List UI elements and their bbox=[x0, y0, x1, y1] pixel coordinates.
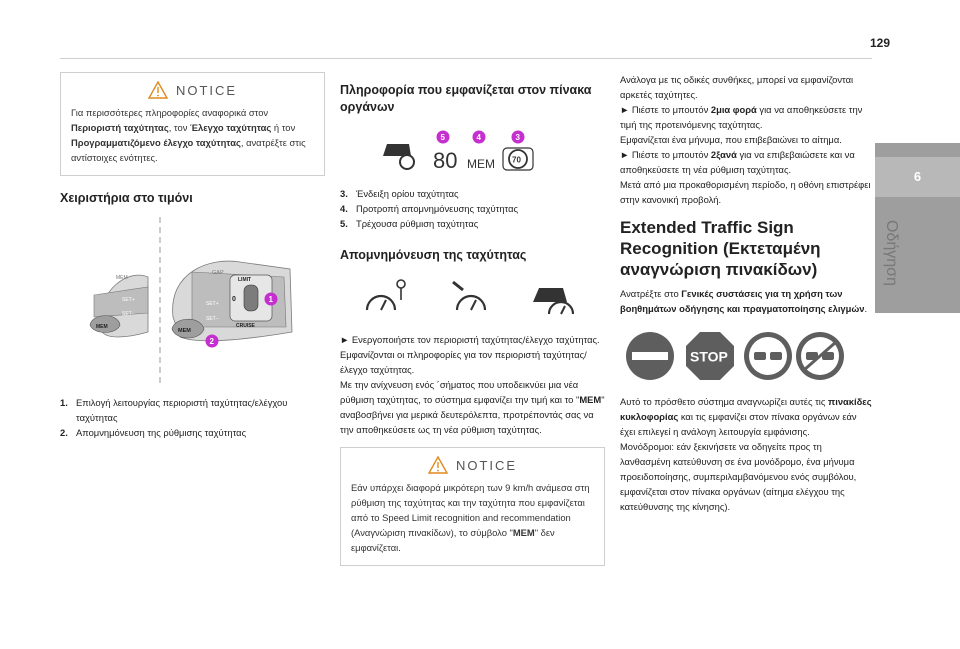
cruise-control-icon bbox=[453, 282, 485, 310]
header-rule bbox=[60, 58, 872, 59]
svg-text:70: 70 bbox=[511, 155, 521, 165]
section-heading-cluster-info: Πληροφορία που εμφανίζεται στον πίνακα οργάνων bbox=[340, 83, 592, 114]
notice-text: Για περισσότερες πληροφορίες αναφορικά στον Περιοριστή ταχύτητας, τον Έλεγχο ταχύτητας ή τον Προγραμματιζόμενο έλεγχο ταχύτητας, ανατρέξτε στις αντίστοιχες ενότητες. bbox=[71, 107, 306, 163]
step-1: ► Πιέστε το μπουτόν 2μια φορά για να αποθηκεύσετε την τιμή της προτεινόμενης ταχύτητας. bbox=[620, 104, 863, 130]
stalk-small bbox=[90, 275, 148, 337]
tsr-body-oneway: Μονόδρομοι: εάν ξεκινήσετε να οδηγείτε προς τη λανθασμένη κατεύθυνση σε ένα μονόδρομο, ένα μήνυμα προειδοποίησης, συμπεριλαμβανόμενου ενός συμβόλου, εμφανίζεται στον πίνακα οργάνων (αίτημα ελέγχου της κατεύθυνσης της κίνησης). bbox=[620, 441, 857, 512]
caption-item: 2. Απομνημόνευση της ρύθμισης ταχύτητας bbox=[60, 427, 247, 438]
notice-heading: NOTICE bbox=[455, 457, 518, 473]
end-no-overtaking-sign-icon bbox=[796, 332, 844, 380]
section-heading-extended-tsr: Extended Traffic Sign Recognition (Εκτεταμένη αναγνώριση πινακίδων) bbox=[620, 218, 821, 279]
section-heading-steering-controls: Χειριστήρια στο τιμόνι bbox=[60, 191, 193, 205]
svg-text:SET+: SET+ bbox=[206, 301, 219, 307]
svg-text:MEM: MEM bbox=[96, 324, 108, 330]
steering-captions bbox=[60, 395, 325, 440]
no-entry-sign-icon bbox=[626, 332, 674, 380]
svg-text:LIMIT: LIMIT bbox=[238, 277, 252, 283]
intro-paragraph: Ανάλογα με τις οδικές συνθήκες, μπορεί να εμφανίζονται αρκετές ταχύτητες. bbox=[620, 74, 854, 100]
speed-limiter-icon bbox=[367, 280, 405, 310]
svg-text:4: 4 bbox=[476, 133, 481, 142]
display-mem: MEM bbox=[466, 157, 495, 171]
steering-stalk-illustration bbox=[60, 217, 325, 387]
reference-paragraph: Ανατρέξτε στο Γενικές συστάσεις για τη χρήση των βοηθημάτων οδήγησης και πραγματοποίησης ελιγμών. bbox=[620, 288, 868, 314]
svg-text:3: 3 bbox=[515, 133, 520, 142]
page-number: 129 bbox=[870, 36, 891, 50]
svg-text:5: 5 bbox=[440, 133, 445, 142]
section-tab-label: Οδήγηση bbox=[883, 220, 900, 286]
stop-sign-icon bbox=[686, 332, 734, 380]
section-tab-number: 6 bbox=[875, 157, 960, 197]
svg-text:SET−: SET− bbox=[206, 316, 219, 322]
svg-text:1: 1 bbox=[268, 295, 273, 304]
notice-box-1 bbox=[60, 72, 325, 176]
cruise-gauge-icon bbox=[383, 144, 414, 169]
svg-text:MEM: MEM bbox=[178, 328, 191, 334]
no-overtaking-sign-icon bbox=[744, 332, 792, 380]
svg-text:2: 2 bbox=[209, 337, 214, 346]
instrument-cluster-display bbox=[373, 126, 573, 178]
svg-text:SET+: SET+ bbox=[122, 297, 135, 303]
svg-text:STOP: STOP bbox=[690, 348, 728, 365]
speed-memory-body: ► Ενεργοποιήστε τον περιοριστή ταχύτητας/έλεγχο ταχύτητας. Εμφανίζονται οι πληροφορίες για τον περιοριστή ταχύτητας/έλεγχο ταχύτητας. Με την ανίχνευση ενός ´σήματος που υποδεικνύει μια νέα ρύθμιση ταχύτητας, το σύστημα εμφανίζει την τιμή και το "MEM" αναβοσβήνει για μερικά δευτερόλεπτα, προτρέποντάς σας να την αποθηκεύσετε ως τη νέα ρύθμιση ταχύτητας. bbox=[340, 334, 605, 435]
notice-box-2 bbox=[340, 447, 605, 566]
svg-text:0: 0 bbox=[232, 296, 236, 303]
svg-text:CRUISE: CRUISE bbox=[236, 323, 255, 329]
display-speed: 80 bbox=[432, 148, 457, 173]
tsr-body: Αυτό το πρόσθετο σύστημα αναγνωρίζει αυτές τις πινακίδες κυκλοφορίας και τις εμφανίζει στον πίνακα οργάνων εάν έχει επιλεγεί η ανάλογη λειτουργία εμφάνισης. bbox=[620, 396, 872, 437]
traffic-signs-row bbox=[620, 326, 872, 386]
warning-triangle-icon bbox=[148, 81, 168, 99]
step-1-result: Εμφανίζεται ένα μήνυμα, που επιβεβαιώνει το αίτημα. bbox=[620, 134, 842, 145]
section-heading-speed-memory: Απομνημόνευση της ταχύτητας bbox=[340, 248, 527, 262]
caption-item: 5. Τρέχουσα ρύθμιση ταχύτητας bbox=[340, 218, 479, 229]
svg-text:MEM: MEM bbox=[116, 275, 128, 281]
svg-text:GAP: GAP bbox=[212, 270, 224, 276]
caption-item: 4. Προτροπή απομνημόνευσης ταχύτητας bbox=[340, 203, 519, 214]
warning-triangle-icon bbox=[428, 456, 448, 474]
speed-memory-icons bbox=[353, 274, 593, 322]
cluster-captions bbox=[340, 186, 605, 231]
column-3 bbox=[620, 72, 872, 514]
caption-item: 3. Ένδειξη ορίου ταχύτητας bbox=[340, 188, 459, 199]
notice-text: Εάν υπάρχει διαφορά μικρότερη των 9 km/h ανάμεσα στη ρύθμιση της ταχύτητας και την ταχύτητα που εμφανίζεται από το Speed Limit recognition and recommendation (Αναγνώριση πινακίδων), το σύμβολο "MEM" δεν εμφανίζεται. bbox=[351, 482, 590, 553]
column-2 bbox=[340, 72, 605, 566]
caption-item: 1. Επιλογή λειτουργίας περιοριστή ταχύτητας/ελέγχου ταχύτητας bbox=[60, 397, 288, 423]
column-1 bbox=[60, 72, 325, 440]
step-2: ► Πιέστε το μπουτόν 2ξανά για να επιβεβαιώσετε και να αποθηκεύσετε τη νέα ρύθμιση ταχύτητας. bbox=[620, 149, 855, 175]
adaptive-cruise-icon bbox=[533, 288, 573, 314]
step-2-result: Μετά από μια προκαθορισμένη περίοδο, η οθόνη επιστρέφει στην κανονική προβολή. bbox=[620, 179, 871, 205]
notice-heading: NOTICE bbox=[175, 82, 238, 98]
svg-text:SET−: SET− bbox=[122, 311, 135, 317]
